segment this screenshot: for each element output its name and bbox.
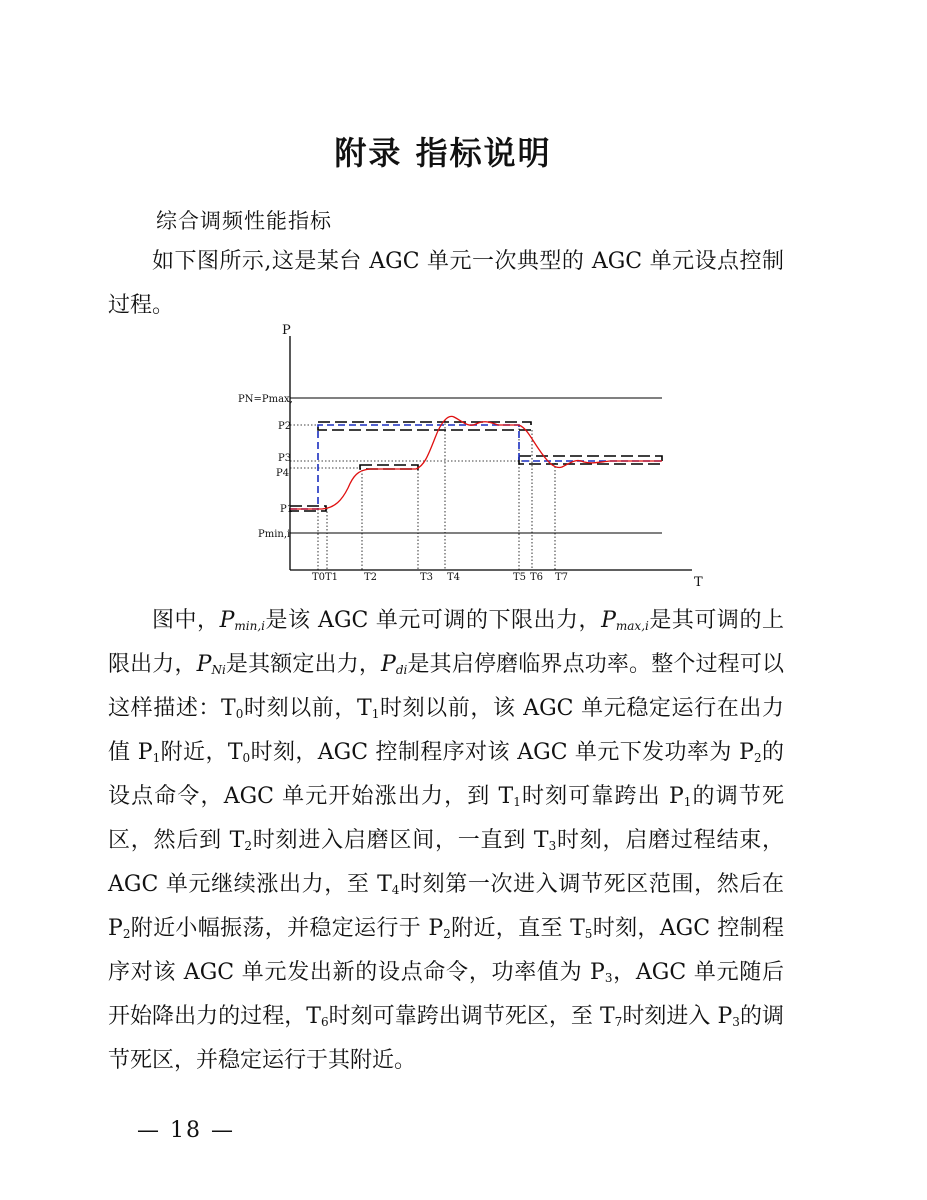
agc-setpoint-figure: [210, 318, 710, 598]
x-tick-t5: T5: [513, 572, 527, 583]
y-tick-p2: P2: [278, 421, 292, 432]
x-tick-t3: T3: [420, 572, 434, 583]
x-tick-t7: T7: [555, 572, 569, 583]
agc-setpoint-diagram: [210, 318, 710, 598]
page-number: — 18 —: [137, 1118, 235, 1143]
x-axis-label: T: [694, 575, 703, 590]
section-heading: 综合调频性能指标: [156, 209, 332, 233]
page-title: 附录 指标说明: [334, 134, 552, 172]
x-tick-t1: T1: [325, 572, 339, 583]
setpoint-command-line: [290, 425, 662, 509]
y-axis-label: P: [282, 323, 291, 338]
y-tick-pmin: Pmin,i: [258, 529, 291, 540]
x-tick-t0: T0: [312, 572, 326, 583]
x-tick-t4: T4: [447, 572, 461, 583]
y-tick-p1: P1: [280, 504, 294, 515]
y-tick-p4: P4: [276, 468, 290, 479]
intro-paragraph: 如下图所示,这是某台 AGC 单元一次典型的 AGC 单元设点控制过程。: [108, 249, 784, 318]
x-tick-t2: T2: [364, 572, 378, 583]
y-tick-p3: P3: [278, 453, 292, 464]
x-tick-t6: T6: [530, 572, 544, 583]
y-tick-pn-pmax: PN=Pmax,: [238, 394, 293, 405]
description-paragraph: 图中，$P_{min,i}$是该 AGC 单元可调的下限出力，$P_{max,i}$是其可调的上限出力，$P_{Ni}$是其额定出力，$P_{di}$是其启停磨临界点功率。整个过程可以这样描述：$T_0$时刻以前，$T_1$时刻以前，该 AGC 单元稳定运行在出力值 $P_1$附近，$T_0$时刻，AGC 控制程序对该 AGC 单元下发功率为 $P_2$的设点命令，AGC 单元开始涨出力，到 $T_1$时刻可靠跨出 $P_1$的调节死区，然后到 $T_2$时刻进入启磨区间，一直到 $T_3$时刻，启磨过程结束，AGC 单元继续涨出力，至 $T_4$时刻第一次进入调节死区范围，然后在 $P_2$附近小幅振荡，并稳定运行于 $P_2$附近，直至 $T_5$时刻，AGC 控制程序对该 AGC 单元发出新的设点命令，功率值为 $P_3$，AGC 单元随后开始降出力的过程，$T_6$时刻可靠跨出调节死区，至 $T_7$时刻进入 $P_3$的调节死区，并稳定运行于其附近。: [108, 608, 784, 1073]
